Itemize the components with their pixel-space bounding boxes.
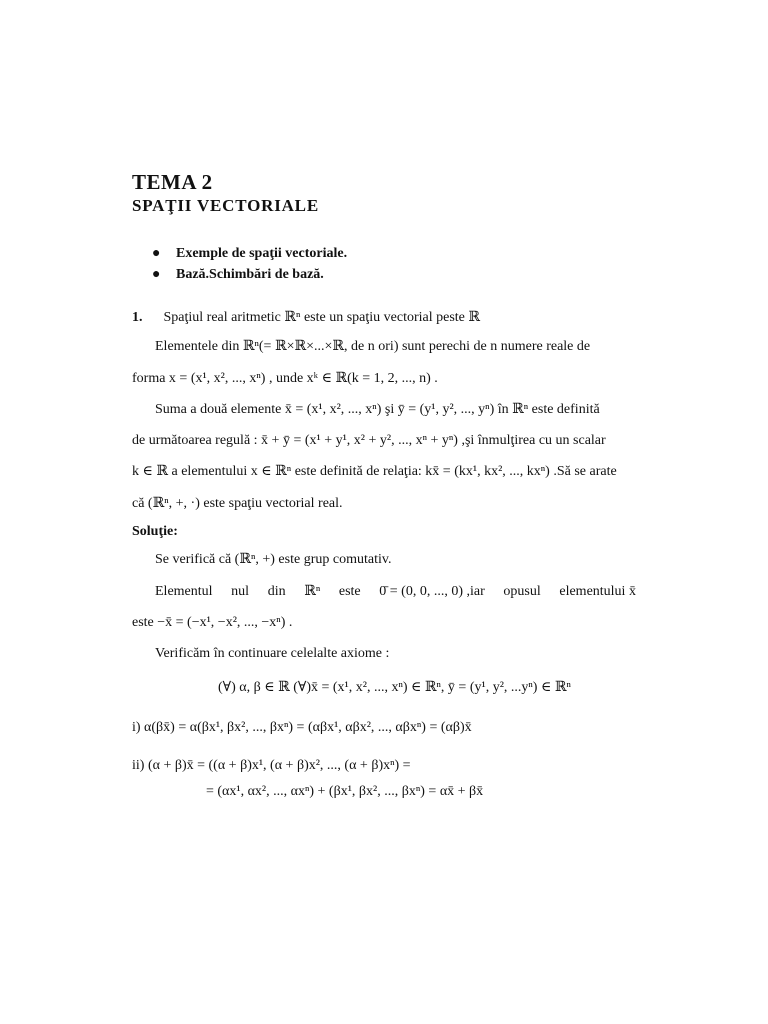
axiom-ii-line1: ii) (α + β)x̄ = ((α + β)x¹, (α + β)x², ..., (α + β)xⁿ) =: [132, 758, 411, 773]
axiom-quantifier: (∀) α, β ∈ ℝ (∀)x̄ = (x¹, x², ..., xⁿ) ∈ ℝⁿ, ȳ = (y¹, y², ...yⁿ) ∈ ℝⁿ: [218, 680, 571, 695]
axiom-ii-line2: = (αx¹, αx², ..., αxⁿ) + (βx¹, βx², ..., βxⁿ) = αx̄ + βx̄: [206, 784, 484, 799]
axiom-i: i) α(βx̄) = α(βx¹, βx², ..., βxⁿ) = (αβx¹, αβx², ..., αβxⁿ) = (αβ)x̄: [132, 720, 472, 735]
paragraph-line: Verificăm în continuare celelalte axiome :: [155, 646, 390, 661]
section-intro: Spaţiul real aritmetic ℝⁿ este un spaţiu vectorial peste ℝ: [163, 310, 481, 325]
paragraph-line: Suma a două elemente x̄ = (x¹, x², ..., xⁿ) şi ȳ = (y¹, y², ..., yⁿ) în ℝⁿ este definită: [155, 402, 600, 417]
paragraph-line: forma x = (x¹, x², ..., xⁿ) , unde xᵏ ∈ ℝ(k = 1, 2, ..., n) .: [132, 371, 438, 386]
paragraph-line: k ∈ ℝ a elementului x ∈ ℝⁿ este definită de relaţia: kx̄ = (kx¹, kx², ..., kxⁿ) .Să se arate: [132, 464, 617, 479]
page-title: TEMA 2: [132, 170, 213, 194]
paragraph-line: Se verifică că (ℝⁿ, +) este grup comutativ.: [155, 552, 392, 567]
paragraph-line: că (ℝⁿ, +, ·) este spaţiu vectorial real.: [132, 496, 343, 511]
list-item: ● Exemple de spaţii vectoriale.: [152, 243, 347, 264]
section-1-heading: [132, 308, 480, 328]
bullet-icon: ●: [152, 267, 161, 282]
list-item: ● Bază.Schimbări de bază.: [152, 264, 347, 285]
section-number: 1.: [132, 310, 143, 325]
bullet-icon: ●: [152, 246, 161, 261]
solution-label: Soluţie:: [132, 524, 178, 539]
page-subtitle: SPAŢII VECTORIALE: [132, 196, 319, 215]
paragraph-line: este −x̄ = (−x¹, −x², ..., −xⁿ) .: [132, 615, 293, 630]
paragraph-line-justified: Elementul nul din ℝⁿ este 0̄ = (0, 0, ..., 0) ,iar opusul elementului x̄: [155, 584, 636, 599]
paragraph-line: de următoarea regulă : x̄ + ȳ = (x¹ + y¹, x² + y², ..., xⁿ + yⁿ) ,şi înmulţirea cu un scalar: [132, 433, 606, 448]
topics-list: [152, 243, 347, 285]
paragraph-line: Elementele din ℝⁿ(= ℝ×ℝ×...×ℝ, de n ori) sunt perechi de n numere reale de: [155, 339, 591, 354]
